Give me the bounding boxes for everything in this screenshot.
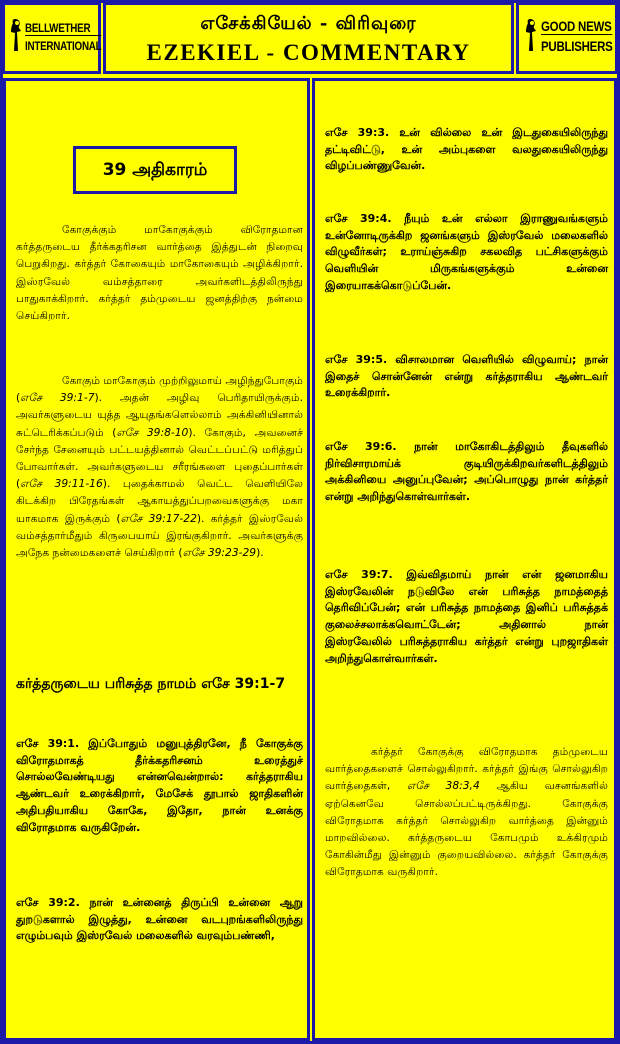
good-news-logo — [516, 2, 618, 74]
bellwether-logo — [2, 2, 101, 74]
ram-logo-icon — [9, 17, 23, 53]
summary-text-2: ). அதன் அழிவு பெரிதாயிருக்கும். அவர்களுடைய யுத்த ஆயுதங்களெல்லாம் அக்கினியினால் சுட்டெரிக்கப்படும் ( — [16, 391, 303, 439]
verse-39-3: எசே 39:3. உன் வில்லை உன் இடதுகையிலிருந்து தட்டிவிட்டு, உன் அம்புகளை வலதுகையிலிருந்து விழப்பண்ணுவேன். — [325, 126, 608, 173]
verse-reference: எசே 38:3,4 — [407, 779, 480, 793]
right-logo-line1: GOOD NEWS — [541, 18, 612, 34]
summary-text-5: ). கர்த்தர் இஸ்ரவேல் வம்சத்தார்மீதும் கிருபையாய் இரங்குகிறார். அவர்களுக்கு அநேக நன்மைகளைச் செய்கிறார் ( — [16, 511, 303, 560]
title-tamil: எசேக்கியேல் - விரிவுரை — [200, 13, 417, 34]
verse-reference: எசே 39:17-22 — [120, 511, 197, 525]
verse-reference: எசே 39:11-16 — [20, 477, 103, 491]
left-logo-line1: BELLWETHER — [25, 21, 101, 36]
summary-text-3: ). கோகும், அவனைச் சேர்ந்த சேனையும் பட்டயத்தினால் வெட்டப்பட்டு மரித்துப் போவார்கள். அவர்களுடைய சரீரங்களை புதைப்பார்கள் ( — [16, 425, 303, 491]
verse-39-2: எசே 39:2. நான் உன்னைத் திருப்பி உன்னை ஆறு துறடுகளால் இழுத்து, உன்னை வடபுறங்களிலிருந்து எழும்பவும் இஸ்ரவேல் மலைகளில் வரவும்பண்ணி, — [16, 896, 303, 943]
verse-reference: எசே 39:23-29 — [182, 546, 257, 560]
verse-39-7: எசே 39:7. இவ்விதமாய் நான் என் ஜனமாகிய இஸ்ரவேலின் நடுவிலே என் பரிசுத்த நாமத்தைத் தெரிவிப்பேன்; என் பரிசுத்த நாமத்தை இனிப் பரிசுத்தக் குலைச்சலாக்கவொட்டேன்; அதினால் நான் இஸ்ரவேலில் பரிசுத்தராகிய கர்த்தர் என்று புறஜாதிகள் அறிந்துகொள்வார்கள். — [325, 568, 608, 665]
commentary-paragraph — [325, 743, 608, 881]
summary-text-4: ). புதைக்காமல் வெட்ட வெளியிலே கிடக்கிற பிரேதங்கள் ஆகாயத்துப்பறவைகளுக்கு மகா யாகமாக இருக்கும் ( — [16, 477, 303, 525]
verse-reference: எசே 39:1-7 — [20, 391, 95, 405]
section-heading: கர்த்தருடைய பரிசுத்த நாமம் எசே 39:1-7 — [16, 676, 286, 692]
left-logo-line2: INTERNATIONAL — [25, 39, 102, 53]
summary-paragraph — [16, 372, 303, 561]
intro-text: கோகுக்கும் மாகோகுக்கும் விரோதமான கர்த்தருடைய தீர்க்கதரிசன வார்த்தை இத்துடன் நிறைவு பெறுகிறது. கர்த்தர் கோகையும் மாகோகையும் அழிக்கிறார். இஸ்ரவேல் வம்சத்தாரை அவர்களிடத்திலிருந்து பாதுகாக்கிறார். கர்த்தர் தம்முடைய ஜனத்திற்கு நன்மை செய்கிறார். — [16, 223, 303, 323]
right-logo-line2: PUBLISHERS — [541, 38, 613, 54]
commentary-text-1: கர்த்தர் கோகுக்கு விரோதமாக தம்முடைய வார்த்தைகளைச் சொல்லுகிறார். கர்த்தர் இங்கு சொல்லுகிற வார்த்தைகள், — [325, 745, 608, 793]
verse-39-1: எசே 39:1. இப்போதும் மனுபுத்திரனே, நீ கோகுக்கு விரோதமாகத் தீர்க்கதரிசனம் உரைத்துச் சொல்லவேண்டியது என்னவென்றால்: கர்த்தராகிய ஆண்டவர் உரைக்கிறார், மேசேக் தூபால் ஜாதிகளின் அதிபதியாகிய கோகே, இதோ, நான் உனக்கு விரோதமாக வருகிறேன். — [16, 737, 303, 834]
summary-text-6: ). — [256, 546, 264, 560]
right-column — [312, 78, 617, 1041]
verse-reference: எசே 39:8-10 — [116, 425, 189, 439]
chapter-title: 39 அதிகாரம் — [73, 146, 237, 194]
title-english: EZEKIEL - COMMENTARY — [146, 40, 471, 65]
verse-39-5: எசே 39:5. விசாலமான வெளியில் விழுவாய்; நான் இதைச் சொன்னேன் என்று கர்த்தராகிய ஆண்டவர் உரைக்கிறார். — [325, 353, 608, 400]
title-box — [103, 2, 514, 74]
verse-39-6: எசே 39:6. நான் மாகோகிடத்திலும் தீவுகளில் நிர்விசாரமாய்க் குடியிருக்கிறவர்களிடத்திலும் அக்கினியை அனுப்புவேன்; அப்பொழுது நான் கர்த்தர் என்று அறிந்துகொள்வார்கள். — [325, 440, 608, 504]
commentary-text-2: ஆகிய வசனங்களில் ஏற்கெனவே சொல்லப்பட்டிருக்கிறது. கோகுக்கு விரோதமாக கர்த்தர் சொல்லுகிற வார்த்தை இன்னும் மாறவில்லை. கர்த்தருடைய கோபமும் உக்கிரமும் கோகின்மீது இன்னும் குறையவில்லை. கர்த்தர் கோகுக்கு விரோதமாக வருகிறார். — [325, 779, 608, 879]
verse-39-4: எசே 39:4. நீயும் உன் எல்லா இராணுவங்களும் உன்னோடிருக்கிற ஜனங்களும் இஸ்ரவேல் மலைகளில் விழுவீர்கள்; உராய்ஞ்சுகிற சகலவித பட்சிகளுக்கும் வெளியின் மிருகங்களுக்கும் உன்னை இரையாகக்கொடுப்பேன். — [325, 212, 608, 292]
left-column — [3, 78, 310, 1041]
intro-paragraph — [16, 221, 303, 324]
header — [0, 0, 620, 76]
summary-text-1: கோகும் மாகோகும் முற்றிலுமாய் அழிந்துபோகும் ( — [16, 374, 303, 405]
good-news-logo-icon — [525, 17, 539, 53]
